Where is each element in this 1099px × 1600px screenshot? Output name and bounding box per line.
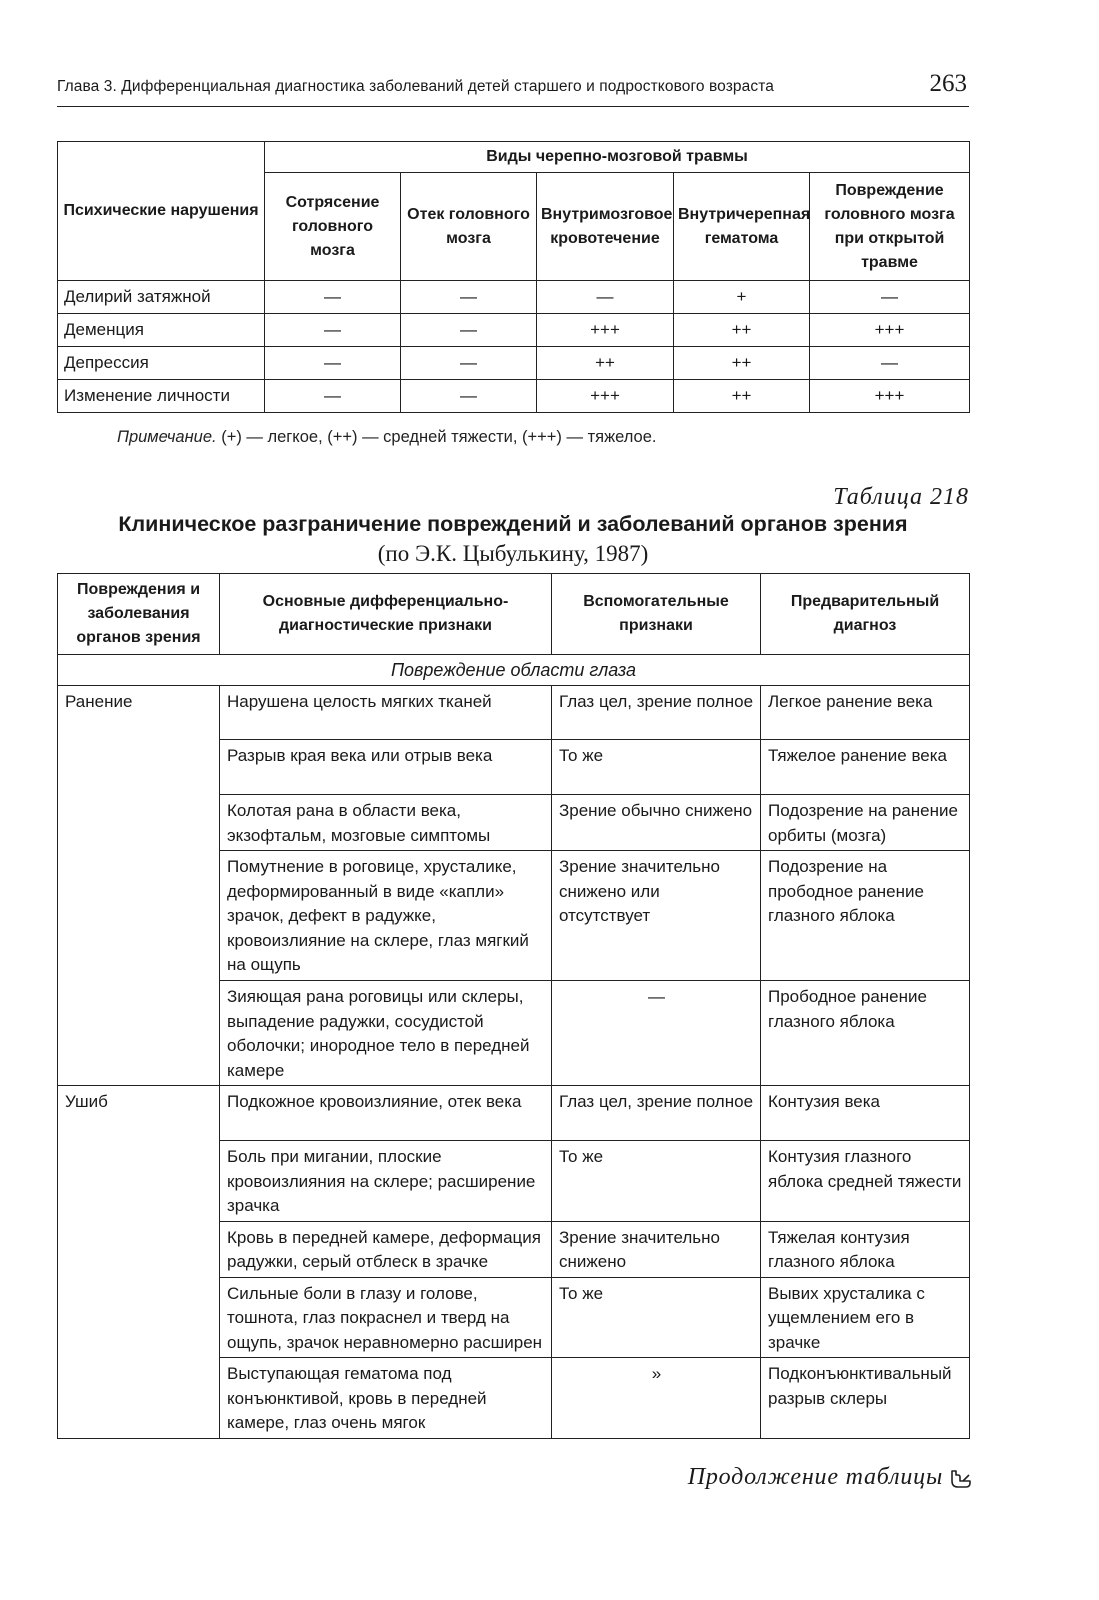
table-row [58, 347, 970, 380]
diagnosis-cell: Легкое ранение века [761, 686, 970, 740]
cell-value: +++ [810, 314, 970, 347]
col-header: Внутричерепная гематома [674, 173, 810, 281]
signs-cell: Выступающая гематома под конъюнктивой, кровь в передней камере, глаз очень мягок [220, 1358, 552, 1439]
cell-value: — [537, 281, 674, 314]
cell-value: +++ [810, 380, 970, 413]
cell-value: +++ [537, 314, 674, 347]
signs-cell: Боль при мигании, плоские кровоизлияния на склере; расширение зрачка [220, 1141, 552, 1222]
signs-cell: Нарушена целость мягких тканей [220, 686, 552, 740]
table-number: Таблица 218 [833, 484, 969, 510]
eye-injury-table [57, 573, 970, 1439]
col-header: Основные дифференциально-диагностические признаки [220, 574, 552, 655]
aux-cell: То же [552, 1277, 761, 1358]
page-number: 263 [929, 70, 967, 97]
row-label: Депрессия [58, 347, 265, 380]
table-row [58, 380, 970, 413]
table-row [58, 686, 970, 740]
col-header: Повреждение головного мозга при открытой травме [810, 173, 970, 281]
pointing-hand-icon [949, 1469, 973, 1491]
diagnosis-cell: Подозрение на ранение орбиты (мозга) [761, 795, 970, 851]
aux-cell: — [552, 981, 761, 1086]
continued-label: Продолжение таблицы [687, 1464, 943, 1490]
cell-value: — [810, 347, 970, 380]
col-header: Повреждения и заболевания органов зрения [58, 574, 220, 655]
cell-value: — [401, 347, 537, 380]
col-header: Отек головного мозга [401, 173, 537, 281]
diagnosis-cell: Прободное ранение глазного яблока [761, 981, 970, 1086]
diagnosis-cell: Подозрение на прободное ранение глазного яблока [761, 851, 970, 981]
diagnosis-cell: Тяжелая контузия глазного яблока [761, 1221, 970, 1277]
col-header: Вспомогательные признаки [552, 574, 761, 655]
trauma-psychic-table [57, 141, 970, 413]
table-row [58, 281, 970, 314]
cell-value: — [265, 380, 401, 413]
cell-value: ++ [674, 380, 810, 413]
row-label: Изменение личности [58, 380, 265, 413]
diagnosis-cell: Подконъюнктивальный разрыв склеры [761, 1358, 970, 1439]
aux-cell: Зрение обычно снижено [552, 795, 761, 851]
cell-value: +++ [537, 380, 674, 413]
cell-value: — [401, 314, 537, 347]
table-row [58, 1086, 970, 1141]
row-label: Деменция [58, 314, 265, 347]
aux-cell: Глаз цел, зрение полное [552, 1086, 761, 1141]
section-heading: Повреждение области глаза [58, 655, 970, 686]
signs-cell: Подкожное кровоизлияние, отек века [220, 1086, 552, 1141]
chapter-title: Глава 3. Дифференциальная диагностика заболеваний детей старшего и подросткового возраста [57, 78, 774, 95]
signs-cell: Зияющая рана роговицы или склеры, выпадение радужки, сосудистой оболочки; инородное тело в передней камере [220, 981, 552, 1086]
col-header: Внутримозговое кровотечение [537, 173, 674, 281]
group-header: Виды черепно-мозговой травмы [265, 142, 970, 173]
col-header: Предварительный диагноз [761, 574, 970, 655]
cell-value: — [810, 281, 970, 314]
note-text: (+) — легкое, (++) — средней тяжести, (+++) — тяжелое. [216, 428, 657, 446]
running-head [57, 70, 969, 107]
cell-value: — [401, 281, 537, 314]
table-subtitle: (по Э.К. Цыбулькину, 1987) [377, 541, 649, 566]
diagnosis-cell: Контузия века [761, 1086, 970, 1141]
cell-value: ++ [537, 347, 674, 380]
aux-cell: Зрение значительно снижено [552, 1221, 761, 1277]
cell-value: + [674, 281, 810, 314]
table-row [58, 314, 970, 347]
aux-cell: То же [552, 740, 761, 795]
cell-value: — [265, 281, 401, 314]
aux-cell: » [552, 1358, 761, 1439]
signs-cell: Помутнение в роговице, хрусталике, деформированный в виде «капли» зрачок, дефект в радужке, кровоизлияние на склере, глаз мягкий на ощупь [220, 851, 552, 981]
diagnosis-cell: Тяжелое ранение века [761, 740, 970, 795]
cell-value: — [401, 380, 537, 413]
aux-cell: Глаз цел, зрение полное [552, 686, 761, 740]
cell-value: — [265, 347, 401, 380]
signs-cell: Колотая рана в области века, экзофтальм, мозговые симптомы [220, 795, 552, 851]
cell-value: ++ [674, 347, 810, 380]
signs-cell: Кровь в передней камере, деформация радужки, серый отблеск в зрачке [220, 1221, 552, 1277]
cell-value: ++ [674, 314, 810, 347]
cell-value: — [265, 314, 401, 347]
table-title: Клиническое разграничение повреждений и заболеваний органов зрения [118, 512, 908, 536]
col-header: Сотрясение головного мозга [265, 173, 401, 281]
signs-cell: Сильные боли в глазу и голове, тошнота, глаз покраснел и тверд на ощупь, зрачок неравномерно расширен [220, 1277, 552, 1358]
aux-cell: Зрение значительно снижено или отсутствует [552, 851, 761, 981]
diagnosis-cell: Вывих хрусталика с ущемлением его в зрачке [761, 1277, 970, 1358]
diagnosis-cell: Контузия глазного яблока средней тяжести [761, 1141, 970, 1222]
table-note [117, 428, 657, 447]
row-header: Психические нарушения [58, 142, 265, 281]
aux-cell: То же [552, 1141, 761, 1222]
note-lead: Примечание. [117, 428, 217, 446]
group-label: Ушиб [58, 1086, 220, 1439]
row-label: Делирий затяжной [58, 281, 265, 314]
signs-cell: Разрыв края века или отрыв века [220, 740, 552, 795]
group-label: Ранение [58, 686, 220, 1086]
